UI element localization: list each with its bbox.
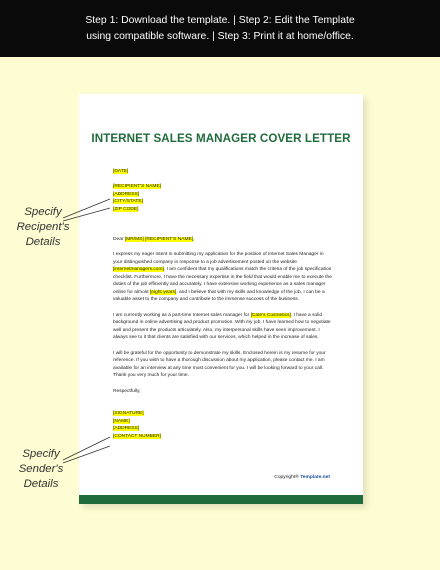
recipient-callout: Specify Recipent's Details: [16, 206, 70, 248]
paragraph-3: I will be grateful for the opportunity to demonstrate my skills. Enclosed herein is my resume for your reference. If you wish to have a thorough discussion about my application, please contact me. I am available for an interview at any time most convenient for you. I will be looking forward to your call. Thank you very much for your time.: [113, 350, 326, 378]
company-placeholder[interactable]: [Cate's Cosmetics]: [250, 312, 291, 318]
document-title: INTERNET SALES MANAGER COVER LETTER: [91, 132, 351, 145]
salutation-placeholder[interactable]: [MR/MS] [RECIPIENT'S NAME]: [124, 236, 194, 242]
paragraph-1: I express my eager intent in submitting my application for the position of Internet Sales Manager in your distinguished company in response to a job advertisement posted on the website [internetmanagers.com]. I am confident that my qualifications match the criteria of the job specification checklist. Furthermore, I have the necessary expertise in the field that would enable me to execute the duties of the job efficiently and accurately. I have extensive working experience as a sales manager online for almost [eight years], and I believe that with my skills and knowledge of the job, I can be a valuable asset to the company and contribute to the immense success of the business.: [113, 252, 332, 302]
banner-line-1: Step 1: Download the template. | Step 2: Edit the Template: [85, 15, 355, 26]
website-placeholder[interactable]: [internetmanagers.com]: [113, 267, 164, 272]
salutation: Dear [MR/MS] [RECIPIENT'S NAME],: [113, 236, 195, 242]
sender-address-placeholder[interactable]: [ADDRESS]: [113, 426, 140, 431]
recipient-zip-placeholder[interactable]: [ZIP CODE]: [113, 206, 139, 212]
sender-name-placeholder[interactable]: [NAME]: [113, 418, 130, 424]
recipient-name-placeholder[interactable]: [RECIPIENT'S NAME]: [113, 184, 162, 189]
recipient-leader-2: [63, 208, 110, 221]
closing: Respectfully,: [113, 388, 141, 394]
years-placeholder[interactable]: [eight years]: [149, 289, 177, 295]
copyright-notice: Copyright® Template.net: [274, 475, 330, 480]
signature-placeholder[interactable]: [SIGNATURE]: [113, 411, 144, 416]
sender-callout: Specify Sender's Details: [18, 448, 64, 490]
paragraph-2: I am currently working as a part-time Internet sales manager for [Cate's Cosmetics]. I have a solid background in online advertising and product promotion. With my job, I have learned how to negotiate well and present the products articulately. Also, my interpersonal skills have seen improvement. I always see to it that clients are satisfied with our services, which helped in the increase of sales.: [113, 312, 331, 340]
recipient-city-placeholder[interactable]: [CITY/STATE]: [113, 199, 143, 204]
recipient-address-placeholder[interactable]: [ADDRESS]: [113, 191, 140, 197]
banner-line-2: using compatible software. | Step 3: Print it at home/office.: [86, 30, 354, 42]
brand-name: Template.net: [300, 475, 330, 480]
sender-contact-placeholder[interactable]: [CONTACT NUMBER]: [113, 433, 161, 439]
recipient-leader-1: [63, 199, 110, 218]
date-placeholder[interactable]: [DATE]: [113, 169, 129, 174]
